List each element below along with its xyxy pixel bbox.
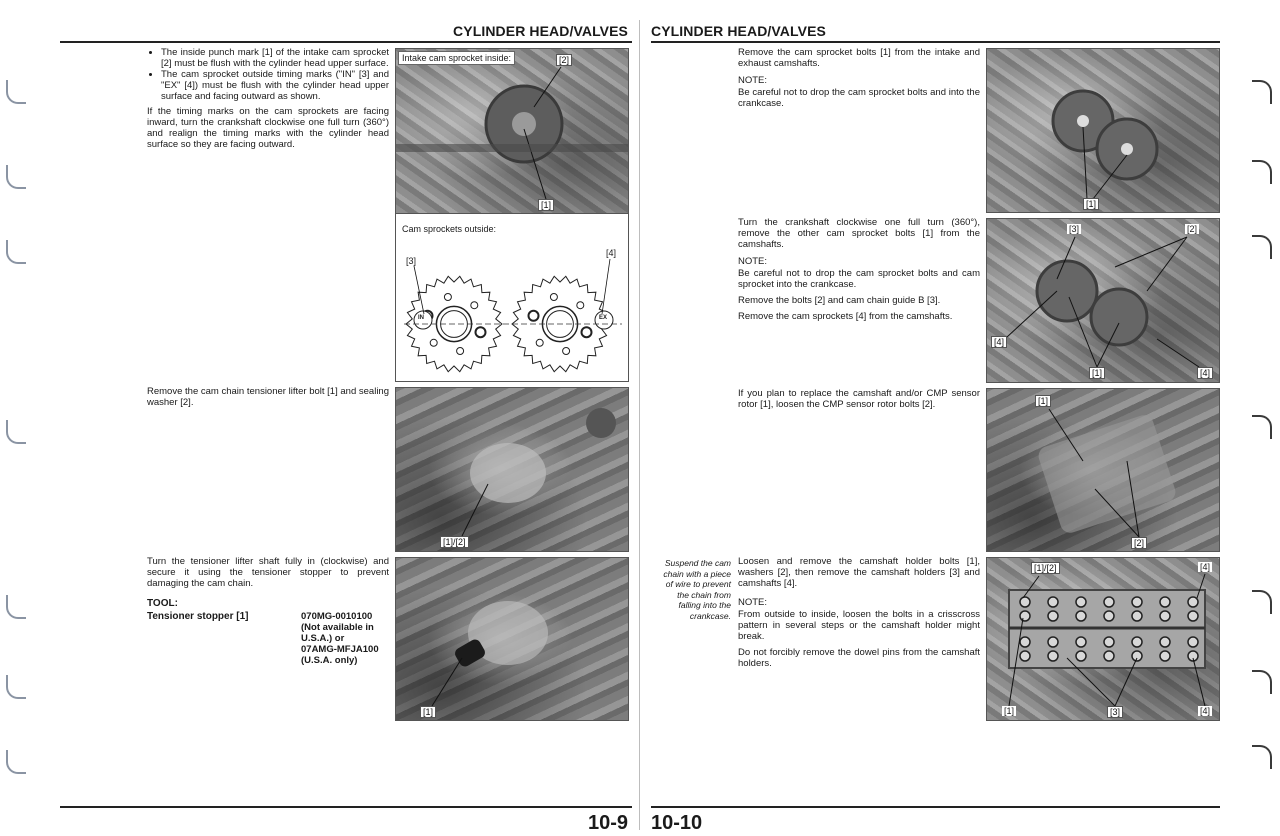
- holder-bolt: [1076, 651, 1086, 661]
- intake-sprocket-caption: Intake cam sprocket inside:: [398, 51, 515, 65]
- tool-heading: TOOL:: [147, 598, 178, 609]
- intake-sprocket-photo: [395, 48, 629, 214]
- sprocket-hole: [529, 311, 539, 321]
- binder-ring-right-4: [1252, 415, 1272, 439]
- callout-4: [4]: [1200, 562, 1211, 572]
- holder-bolt: [1132, 611, 1142, 621]
- page-gutter: [639, 20, 640, 830]
- binder-ring-right-3: [1252, 235, 1272, 259]
- photo-overlay: [396, 49, 628, 213]
- binder-ring-left-1: [6, 80, 26, 104]
- callout-2: [2]: [1131, 537, 1147, 549]
- sprocket-hole: [444, 294, 451, 301]
- holder-bolt: [1104, 651, 1114, 661]
- diagram-callout-4: [4]: [606, 248, 617, 258]
- right-section-1: [738, 47, 980, 109]
- tool-number-line: (Not available in: [301, 622, 374, 633]
- callout-1: [1]: [538, 199, 554, 211]
- holder-bolt: [1048, 651, 1058, 661]
- tool-number-line: 07AMG-MFJA100: [301, 644, 379, 655]
- holder-bolt: [1104, 637, 1114, 647]
- binder-ring-left-6: [6, 675, 26, 699]
- callout-1: [1]: [1004, 706, 1015, 716]
- note-label: NOTE:: [738, 256, 768, 267]
- sprocket-hole: [577, 302, 584, 309]
- left-section-2-text: Remove the cam chain tensioner lifter bolt [1] and sealing washer [2].: [147, 386, 389, 408]
- cam-sprockets-removal-photo: [986, 218, 1220, 383]
- step-remove-sprockets: Remove the cam sprockets [4] from the camshafts.: [738, 311, 953, 322]
- binder-ring-left-2: [6, 165, 26, 189]
- holder-bolt: [1048, 611, 1058, 621]
- photo-overlay: [987, 558, 1219, 720]
- binder-ring-right-5: [1252, 590, 1272, 614]
- binder-ring-right-1: [1252, 80, 1272, 104]
- sprocket-hole: [430, 339, 437, 346]
- callout-4: [4]: [1197, 367, 1213, 379]
- callout-2: [2]: [1187, 224, 1198, 234]
- right-page-header: CYLINDER HEAD/VALVES: [651, 23, 826, 39]
- holder-bolt: [1076, 597, 1086, 607]
- holder-bolt: [1104, 611, 1114, 621]
- left-section-3: [147, 556, 389, 666]
- photo-overlay: [396, 558, 628, 720]
- right-header-rule: [651, 41, 1220, 43]
- note-text: From outside to inside, loosen the bolts in a crisscross pattern in several steps or the camshaft holder might break.: [738, 609, 980, 642]
- tool-number-line: (U.S.A. only): [301, 655, 358, 666]
- photo-overlay: [987, 389, 1219, 551]
- callout-1: [1]: [420, 706, 436, 718]
- sprocket-hole: [476, 327, 486, 337]
- camshaft-holder-text: Loosen and remove the camshaft holder bolts [1], washers [2], then remove the camshaft holders [3] and camshafts [4].: [738, 556, 980, 589]
- dowel-pins-note: Do not forcibly remove the dowel pins from the camshaft holders.: [738, 647, 980, 669]
- holder-bolt: [1188, 597, 1198, 607]
- holder-bolt: [1048, 637, 1058, 647]
- callout-1-2: [1]/[2]: [1031, 562, 1060, 574]
- holder-bolt: [1132, 651, 1142, 661]
- bullet-item: • The cam sprocket outside timing marks ("IN" [3] and "EX" [4]) must be flush with the cylinder head upper surface and facing outward as shown.: [161, 69, 389, 102]
- note-label: NOTE:: [738, 75, 768, 86]
- holder-bolt: [1160, 611, 1170, 621]
- sprocket-drawing: [396, 214, 628, 381]
- holder-bolt: [1132, 637, 1142, 647]
- holder-bolt: [1104, 597, 1114, 607]
- holder-bolt: [1020, 651, 1030, 661]
- note-label: NOTE:: [738, 597, 768, 608]
- note-text: Be careful not to drop the cam sprocket bolts and cam sprocket into the crankcase.: [738, 268, 980, 290]
- holder-bolt: [1048, 597, 1058, 607]
- holder-bolt: [1132, 597, 1142, 607]
- sprocket-hole: [550, 294, 557, 301]
- callout-1: [1]: [1089, 367, 1105, 379]
- bullet-item: • The inside punch mark [1] of the intake cam sprocket [2] must be flush with the cylinder head upper surface.: [161, 47, 389, 69]
- holder-bolt: [1076, 637, 1086, 647]
- right-section-4: [738, 556, 980, 669]
- photo-overlay: [987, 49, 1219, 212]
- photo-overlay: [396, 388, 628, 551]
- note-text: Be careful not to drop the cam sprocket bolts and into the crankcase.: [738, 87, 980, 109]
- holder-bolt: [1160, 597, 1170, 607]
- tool-number-line: U.S.A.) or: [301, 633, 345, 644]
- sprocket-hole: [582, 327, 592, 337]
- timing-bullets: [147, 47, 389, 102]
- callout-2: [2]: [556, 54, 572, 66]
- holder-bolt: [1188, 611, 1198, 621]
- sprocket-hole: [563, 348, 570, 355]
- binder-ring-left-5: [6, 595, 26, 619]
- tool-number-line: 070MG-0010100: [301, 611, 373, 622]
- tool-row: [147, 611, 389, 666]
- callout-1: [1]: [1035, 395, 1051, 407]
- callout-4: [4]: [1200, 706, 1211, 716]
- holder-bolt: [1160, 651, 1170, 661]
- left-section-1: [147, 47, 389, 150]
- tensioner-stopper-photo: [395, 557, 629, 721]
- right-footer-rule: [651, 806, 1220, 808]
- callout-1: [1]: [1083, 198, 1099, 210]
- tool-name: Tensioner stopper [1]: [147, 611, 249, 622]
- binder-ring-left-3: [6, 240, 26, 264]
- diagram-caption: Cam sprockets outside:: [402, 224, 497, 234]
- left-page-number: 10-9: [587, 812, 628, 834]
- holder-bolt: [1020, 597, 1030, 607]
- tensioner-text: Turn the tensioner lifter shaft fully in (clockwise) and secure it using the tensioner stopper to prevent damaging the cam chain.: [147, 556, 389, 589]
- holder-bolt: [1076, 611, 1086, 621]
- sprocket-hole: [471, 302, 478, 309]
- holder-bolt: [1188, 637, 1198, 647]
- right-page-number: 10-10: [651, 812, 703, 834]
- tool-part-numbers: [301, 611, 379, 666]
- in-mark: IN: [418, 315, 424, 321]
- callout-1-2: [1]/[2]: [440, 536, 469, 548]
- left-header-rule: [60, 41, 632, 43]
- sprocket-hole: [457, 348, 464, 355]
- diagram-callout-3: [3]: [406, 256, 417, 266]
- timing-paragraph: If the timing marks on the cam sprockets are facing inward, turn the crankshaft clockwise one full turn (360°) and realign the timing marks with the cylinder head surface so they are facing outward.: [147, 106, 389, 150]
- right-section-2: [738, 217, 980, 322]
- cam-sprockets-diagram: [395, 213, 629, 382]
- binder-ring-right-6: [1252, 670, 1272, 694]
- sprocket-bolts-photo: [986, 48, 1220, 213]
- ex-mark: EX: [599, 315, 608, 321]
- crankshaft-turn-text: Turn the crankshaft clockwise one full turn (360°), remove the other cam sprocket bolts [1] from the camshafts.: [738, 217, 980, 250]
- step-remove-bolts: Remove the bolts [2] and cam chain guide B [3].: [738, 295, 941, 306]
- callout-3: [3]: [1107, 706, 1123, 718]
- sprocket-bolts-text: Remove the cam sprocket bolts [1] from the intake and exhaust camshafts.: [738, 47, 980, 69]
- callout-3: [3]: [1069, 224, 1080, 234]
- left-footer-rule: [60, 806, 632, 808]
- holder-bolt: [1160, 637, 1170, 647]
- holder-bolt: [1020, 611, 1030, 621]
- sprocket-hole: [536, 339, 543, 346]
- holder-bolt: [1020, 637, 1030, 647]
- binder-ring-right-7: [1252, 745, 1272, 769]
- tensioner-lifter-bolt-photo: [395, 387, 629, 552]
- side-note: Suspend the cam chain with a piece of wire to prevent the chain from falling into the crankcase.: [663, 558, 731, 621]
- cmp-sensor-text: If you plan to replace the camshaft and/or CMP sensor rotor [1], loosen the CMP sensor rotor bolts [2].: [738, 388, 980, 410]
- photo-overlay: [987, 219, 1219, 382]
- binder-ring-left-7: [6, 750, 26, 774]
- callout-4: [4]: [991, 336, 1007, 348]
- camshaft-holders-photo: [986, 557, 1220, 721]
- binder-ring-right-2: [1252, 160, 1272, 184]
- binder-ring-left-4: [6, 420, 26, 444]
- left-page-header: CYLINDER HEAD/VALVES: [453, 23, 628, 39]
- cmp-sensor-rotor-photo: [986, 388, 1220, 552]
